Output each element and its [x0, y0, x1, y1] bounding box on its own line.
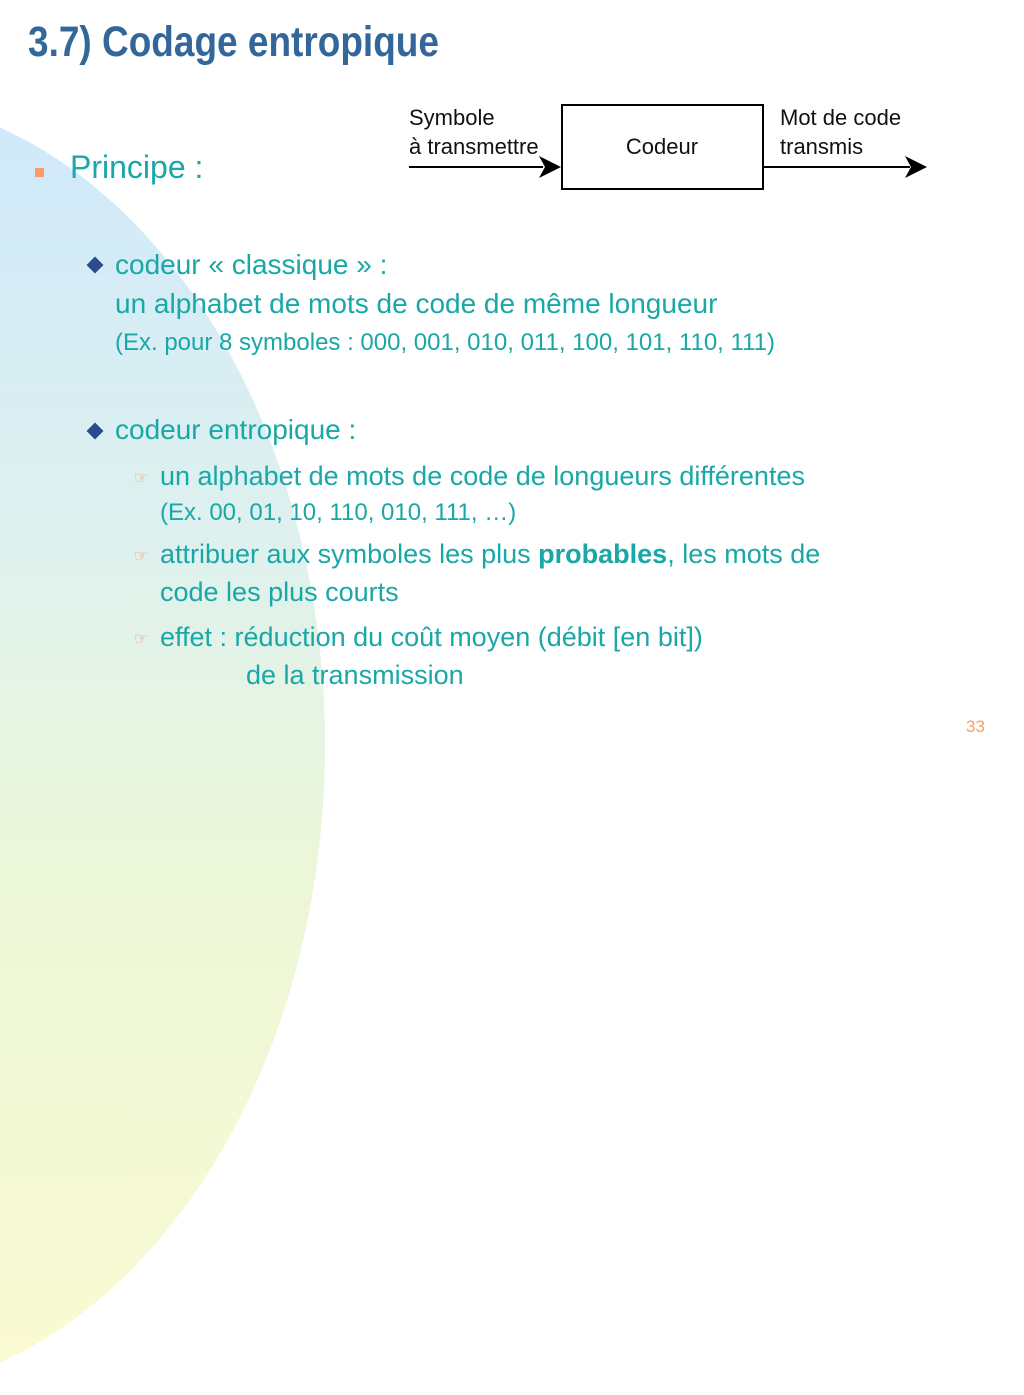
- entropique-heading: codeur entropique :: [115, 414, 357, 445]
- entropique-item-1-line1: un alphabet de mots de code de longueurs différentes: [160, 461, 805, 491]
- classique-example: (Ex. pour 8 symboles : 000, 001, 010, 011, 100, 101, 110, 111): [115, 329, 775, 356]
- entropique-item-3-line1: effet : réduction du coût moyen (débit [en bit]): [160, 622, 703, 652]
- entropique-item-3-line2: de la transmission: [246, 660, 464, 690]
- codeur-box-label: Codeur: [625, 134, 699, 159]
- entropique-item-1-example: (Ex. 00, 01, 10, 110, 010, 111, …): [160, 499, 517, 526]
- classique-heading: codeur « classique » :: [115, 249, 388, 280]
- diagram-input-label-line2: à transmettre: [409, 134, 539, 159]
- item-2-bold-text: probables: [538, 539, 668, 569]
- pointing-hand-icon: ☞: [134, 470, 149, 487]
- square-bullet-icon: [35, 168, 44, 177]
- page-number: 33: [966, 717, 985, 736]
- entropique-item-2-line1: [160, 539, 820, 570]
- pointing-hand-icon: ☞: [134, 631, 149, 648]
- codeur-diagram: [405, 100, 935, 200]
- entropique-item-2-line2: code les plus courts: [160, 577, 399, 607]
- diagram-output-label-line2: transmis: [780, 134, 864, 159]
- diagram-input-label-line1: Symbole: [409, 105, 495, 130]
- item-2-text-after: , les mots de: [667, 539, 821, 569]
- classique-description: un alphabet de mots de code de même longueur: [115, 288, 718, 319]
- diagram-output-label-line1: Mot de code: [780, 105, 902, 130]
- slide-title: 3.7) Codage entropique: [28, 18, 439, 66]
- pointing-hand-icon: ☞: [134, 548, 149, 565]
- principe-heading: Principe :: [70, 149, 204, 185]
- item-2-text-before: attribuer aux symboles les plus: [160, 539, 539, 569]
